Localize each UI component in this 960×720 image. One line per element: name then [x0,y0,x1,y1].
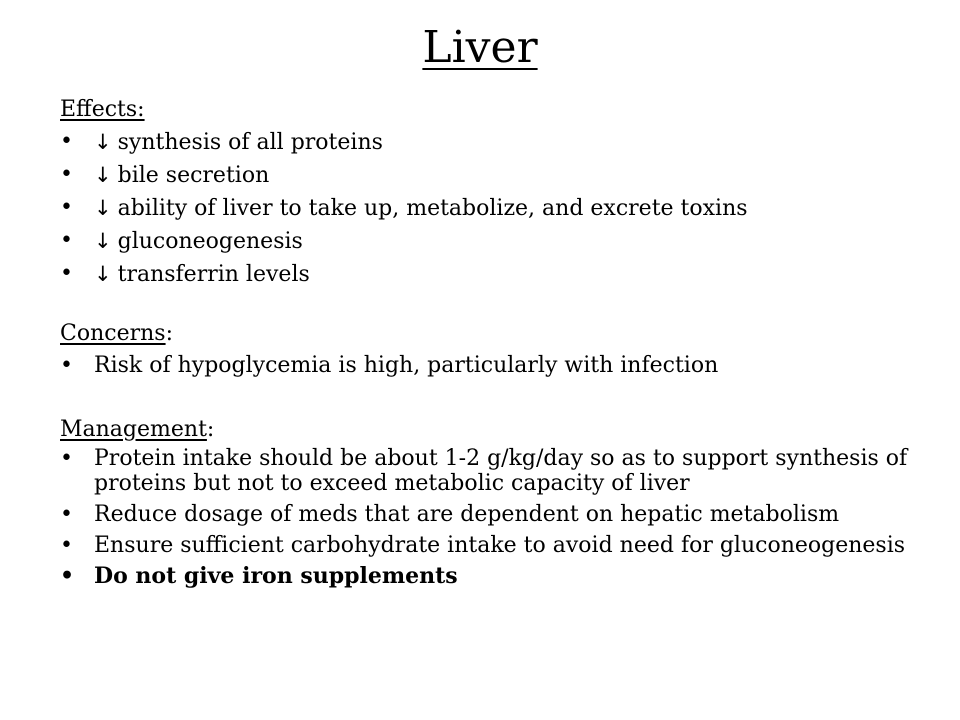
down-arrow-icon: ↓ [94,262,112,286]
bullet-icon: • [60,129,73,154]
down-arrow-icon: ↓ [94,196,112,220]
bullet-icon: • [60,446,73,471]
management-section [60,414,920,595]
management-list [60,446,920,589]
management-item-text: Ensure sufficient carbohydrate intake to avoid need for gluconeogenesis [94,533,906,558]
management-item [60,533,920,558]
concerns-section [60,318,920,382]
slide-title: Liver [422,22,538,73]
effects-item-text: ability of liver to take up, metabolize, and excrete toxins [117,196,748,221]
effects-item-text: bile secretion [117,163,270,188]
management-item-text: Do not give iron supplements [94,563,458,589]
concerns-heading-colon: : [165,321,173,346]
effects-section [60,94,920,291]
bullet-icon: • [60,533,73,558]
management-item-emphasis [60,564,920,589]
effects-item [60,192,920,225]
effects-list [60,126,920,291]
concerns-item-text: Risk of hypoglycemia is high, particularly with infection [94,353,719,378]
bullet-icon: • [60,502,73,527]
management-item-text: Reduce dosage of meds that are dependent on hepatic metabolism [94,502,840,527]
concerns-list [60,350,920,382]
bullet-icon: • [60,195,73,220]
effects-item [60,258,920,291]
effects-item [60,126,920,159]
bullet-icon: • [60,353,73,378]
effects-heading [60,94,920,126]
management-heading-colon: : [206,417,215,442]
bullet-icon: • [60,228,73,253]
bullet-icon: • [60,563,75,589]
management-heading [60,414,920,446]
management-heading-text: Management [60,417,207,442]
effects-item-text: transferrin levels [117,262,310,287]
effects-item-text: gluconeogenesis [117,229,303,254]
management-item [60,502,920,527]
down-arrow-icon: ↓ [94,130,112,154]
down-arrow-icon: ↓ [94,229,112,253]
concerns-heading-text: Concerns [60,321,166,346]
down-arrow-icon: ↓ [94,163,112,187]
concerns-item [60,350,920,382]
bullet-icon: • [60,261,73,286]
bullet-icon: • [60,162,73,187]
effects-item [60,225,920,258]
effects-heading-text: Effects: [60,97,145,122]
management-item-text: Protein intake should be about 1-2 g/kg/day so as to support synthesis of proteins but not to exceed metabolic capacity of liver [94,446,908,496]
concerns-heading [60,318,920,350]
effects-item [60,159,920,192]
management-item [60,446,920,496]
effects-item-text: synthesis of all proteins [117,130,383,155]
